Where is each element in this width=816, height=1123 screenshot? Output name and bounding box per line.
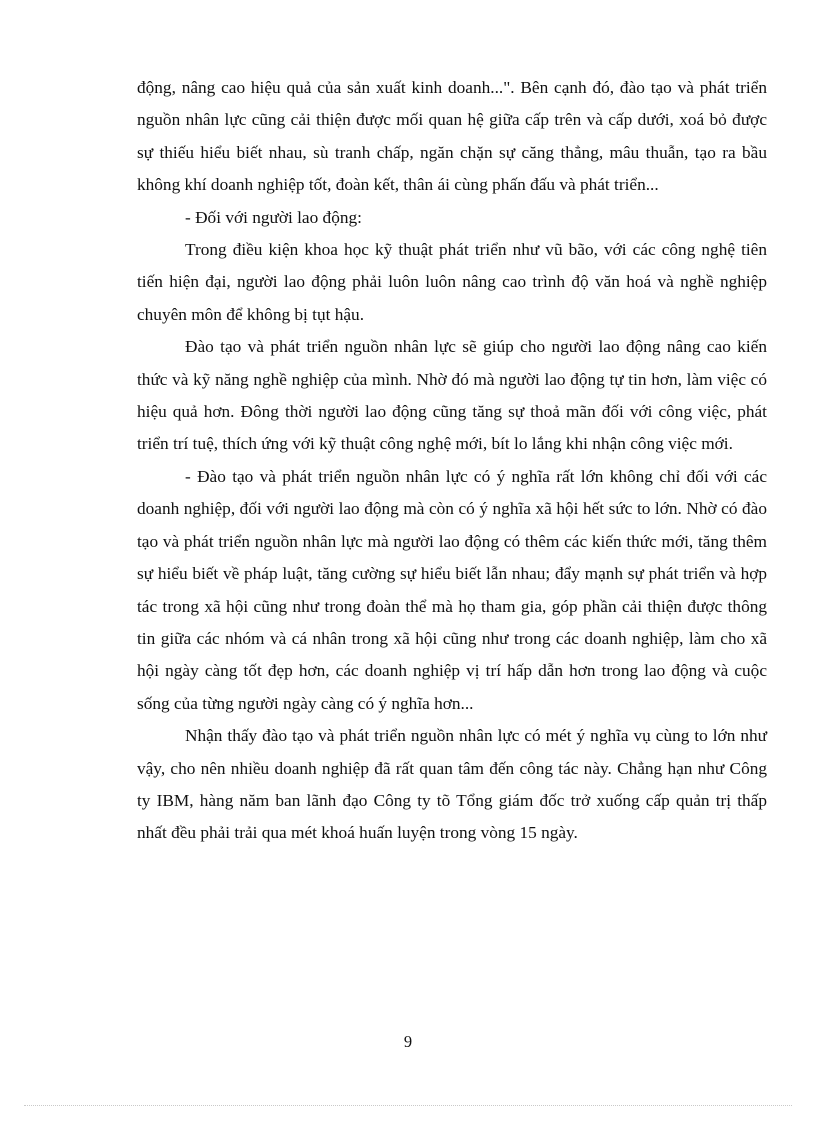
paragraph-ibm-example: Nhận thấy đào tạo và phát triển nguồn nhân lực có mét ý nghĩa vụ cùng to lớn như vậy, cho nên nhiều doanh nghiệp đã rất quan tâm đến công tác này. Chẳng hạn như Công ty IBM, hàng năm ban lãnh đạo Công ty tõ Tổng giám đốc trở xuống cấp quản trị thấp nhất đều phải trải qua mét khoá huấn luyện trong vòng 15 ngày. [137, 726, 767, 843]
page-number: 9 [403, 1032, 413, 1051]
footer-dotted-rule [24, 1105, 792, 1106]
paragraph-training-benefits: Đào tạo và phát triển nguồn nhân lực sẽ giúp cho người lao động nâng cao kiến thức và kỹ năng nghề nghiệp của mình. Nhờ đó mà người lao động tự tin hơn, làm việc có hiệu quả hơn. Đông thời người lao động cũng tăng sự thoả mãn đối với công việc, phát triển trí tuệ, thích ứng với kỹ thuật công nghệ mới, bít lo lắng khi nhận công việc mới. [137, 337, 767, 454]
body-text [137, 72, 767, 850]
paragraph-technology-conditions: Trong điều kiện khoa học kỹ thuật phát triển như vũ bão, với các công nghệ tiên tiến hiện đại, người lao động phải luôn luôn nâng cao trình độ văn hoá và nghề nghiệp chuyên môn để không bị tụt hậu. [137, 240, 767, 324]
paragraph-social-significance: - Đào tạo và phát triển nguồn nhân lực có ý nghĩa rất lớn không chỉ đối với các doanh nghiệp, đối với người lao động mà còn có ý nghĩa xã hội hết sức to lớn. Nhờ có đào tạo và phát triển nguồn nhân lực mà người lao động có thêm các kiến thức mới, tăng thêm sự hiểu biết về pháp luật, tăng cường sự hiểu biết lẫn nhau; đẩy mạnh sự phát triển và hợp tác trong xã hội cũng như trong đoàn thể mà họ tham gia, góp phần cải thiện được thông tin giữa các nhóm và cá nhân trong xã hội cũng như trong các doanh nghiệp, làm cho xã hội ngày càng tốt đẹp hơn, các doanh nghiệp vị trí hấp dẫn hơn trong lao động và cuộc sống của từng người ngày càng có ý nghĩa hơn... [137, 466, 767, 713]
paragraph-heading-workers: - Đối với người lao động: [185, 207, 362, 227]
paragraph-continuation: động, nâng cao hiệu quả của sản xuất kinh doanh...". Bên cạnh đó, đào tạo và phát triển nguồn nhân lực cũng cải thiện được mối quan hệ giữa cấp trên và cấp dưới, xoá bỏ được sự thiếu hiểu biết nhau, sù tranh chấp, ngăn chặn sự căng thẳng, mâu thuẫn, tạo ra bầu không khí doanh nghiệp tốt, đoàn kết, thân ái cùng phấn đấu và phát triển... [137, 78, 767, 195]
